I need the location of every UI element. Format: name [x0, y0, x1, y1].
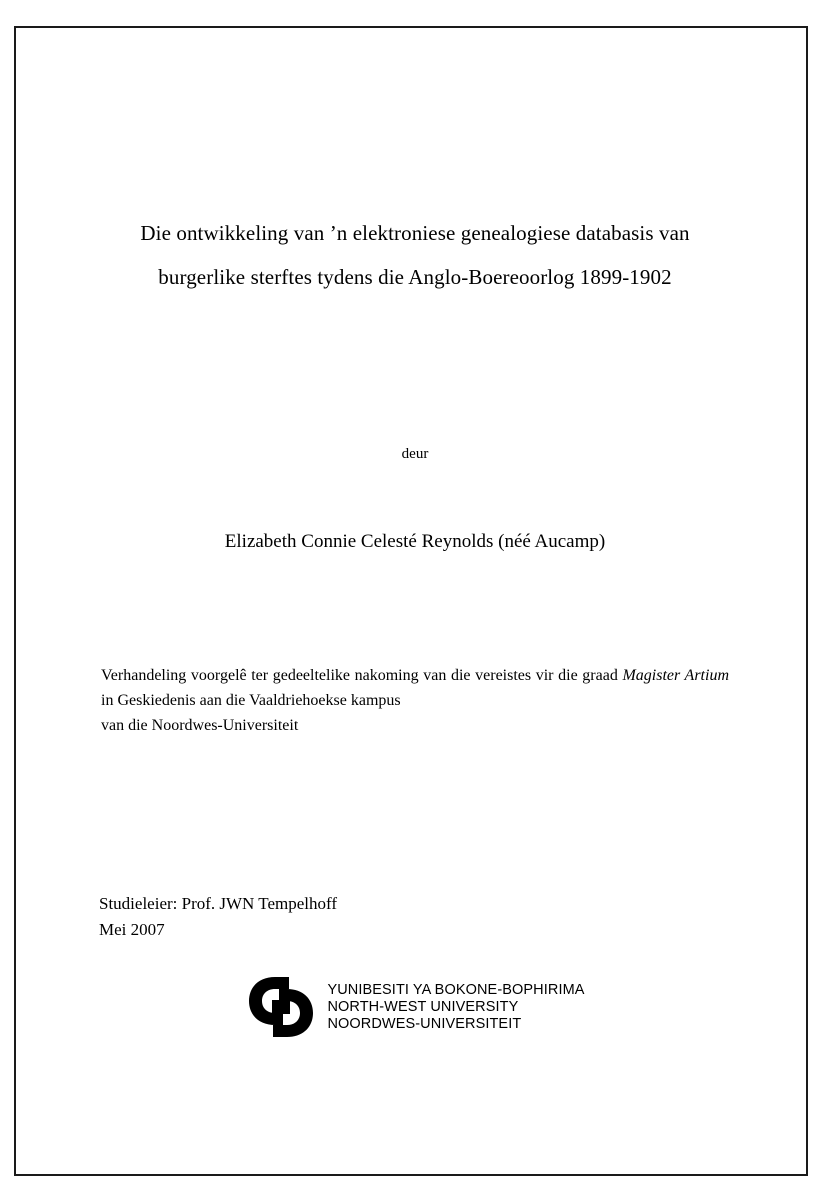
page-title	[95, 211, 735, 299]
title-line-1: Die ontwikkeling van ’n elektroniese genealogiese databasis van	[140, 221, 690, 245]
degree-name: Magister Artium	[622, 667, 730, 684]
logo-text-line-3: NOORDWES-UNIVERSITEIT	[327, 1015, 522, 1032]
byline-label: deur	[401, 446, 429, 462]
statement-part-1: Verhandeling voorgelê ter gedeeltelike nakoming van die vereistes vir die graad	[101, 667, 623, 684]
statement-part-3: van die Noordwes-Universiteit	[101, 717, 299, 734]
title-page-content	[95, 26, 735, 1176]
university-logo	[95, 971, 735, 1043]
nwu-logo-mark-icon	[245, 971, 317, 1043]
supervisor-block	[99, 891, 739, 943]
title-line-2: burgerlike sterftes tydens die Anglo-Boereoorlog 1899-1902	[158, 265, 672, 289]
logo-text-line-2: NORTH-WEST UNIVERSITY	[327, 998, 519, 1015]
statement-part-2: in Geskiedenis aan die Vaaldriehoekse kampus	[101, 692, 401, 709]
logo-text-line-1: YUNIBESITI YA BOKONE-BOPHIRIMA	[327, 981, 585, 998]
supervisor-line: Studieleier: Prof. JWN Tempelhoff	[99, 894, 338, 913]
university-logo-text	[327, 982, 584, 1033]
author-name: Elizabeth Connie Celesté Reynolds (néé Aucamp)	[224, 531, 606, 552]
date-line: Mei 2007	[99, 920, 165, 939]
degree-statement	[101, 663, 729, 738]
